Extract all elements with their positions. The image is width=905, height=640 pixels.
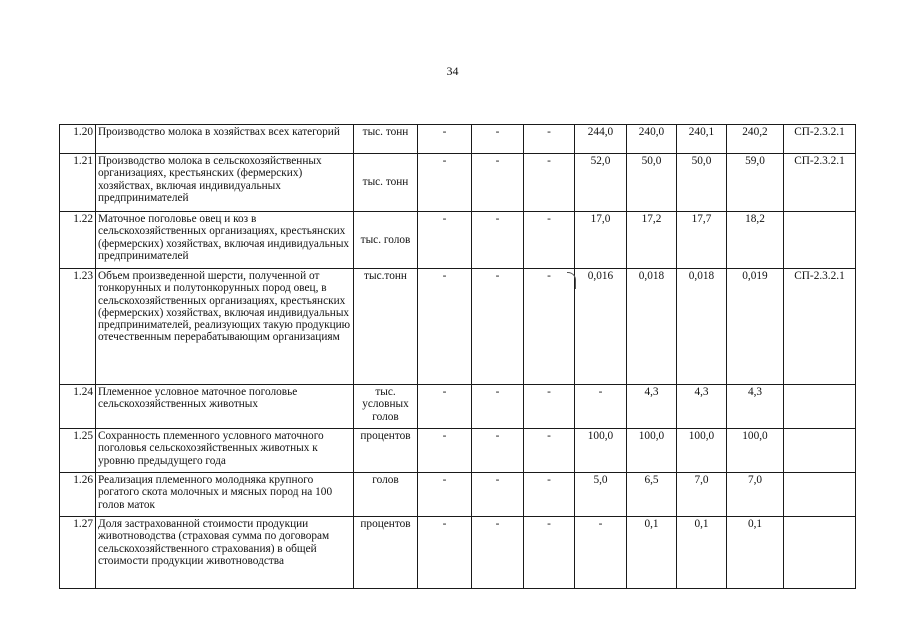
page-number: 34 — [446, 64, 459, 78]
row-number: 1.25 — [60, 429, 96, 473]
value-cell: - — [418, 429, 472, 473]
value-cell: - — [472, 473, 524, 517]
value-cell: 240,1 — [677, 125, 727, 154]
source-code — [784, 212, 856, 269]
indicator-name: Производство молока в сельскохозяйственных организациях, крестьянских (фермерских) хозяйствах, включая индивидуальных предпринимателей — [96, 154, 354, 212]
value-cell: - — [524, 212, 575, 269]
indicators-table — [59, 124, 856, 589]
unit: тыс. тонн — [354, 125, 418, 154]
value-cell: 17,7 — [677, 212, 727, 269]
unit: тыс. тонн — [354, 154, 418, 212]
indicator-name: Реализация племенного молодняка крупного рогатого скота молочных и мясных пород на 100 голов маток — [96, 473, 354, 517]
pen-mark — [567, 272, 576, 289]
value-cell: 52,0 — [575, 154, 627, 212]
value-cell: - — [418, 125, 472, 154]
value-cell: - — [418, 212, 472, 269]
value-cell: - — [418, 269, 472, 385]
source-code — [784, 429, 856, 473]
value-cell: 0,019 — [727, 269, 784, 385]
value-cell: - — [472, 269, 524, 385]
row-number: 1.27 — [60, 517, 96, 589]
unit: тыс. голов — [354, 212, 418, 269]
value-cell: - — [418, 385, 472, 429]
value-cell: 100,0 — [627, 429, 677, 473]
value-cell: 100,0 — [677, 429, 727, 473]
value-cell: 240,2 — [727, 125, 784, 154]
table-row — [60, 125, 856, 154]
value-cell: 17,0 — [575, 212, 627, 269]
value-cell: - — [524, 429, 575, 473]
value-cell: - — [418, 473, 472, 517]
unit: тыс.тонн — [354, 269, 418, 385]
value-cell: 17,2 — [627, 212, 677, 269]
value-cell: 6,5 — [627, 473, 677, 517]
unit: процентов — [354, 429, 418, 473]
value-cell: 0,018 — [627, 269, 677, 385]
value-cell: - — [418, 154, 472, 212]
value-cell: 4,3 — [727, 385, 784, 429]
value-cell: 59,0 — [727, 154, 784, 212]
value-cell: 240,0 — [627, 125, 677, 154]
indicator-name: Сохранность племенного условного маточного поголовья сельскохозяйственных животных к уровню предыдущего года — [96, 429, 354, 473]
value-cell: - — [524, 473, 575, 517]
table-row — [60, 517, 856, 589]
value-cell: - — [472, 125, 524, 154]
value-cell: 7,0 — [727, 473, 784, 517]
table-row — [60, 269, 856, 385]
row-number: 1.23 — [60, 269, 96, 385]
value-cell: 0,018 — [677, 269, 727, 385]
value-cell: 244,0 — [575, 125, 627, 154]
value-cell: 100,0 — [727, 429, 784, 473]
value-cell: - — [575, 517, 627, 589]
value-cell: 100,0 — [575, 429, 627, 473]
value-cell: 0,1 — [727, 517, 784, 589]
value-cell: 4,3 — [677, 385, 727, 429]
indicator-name: Маточное поголовье овец и коз в сельскохозяйственных организациях, крестьянских (фермерских) хозяйствах, включая индивидуальных предпринимателей — [96, 212, 354, 269]
value-cell: 5,0 — [575, 473, 627, 517]
value-cell: 4,3 — [627, 385, 677, 429]
unit: процентов — [354, 517, 418, 589]
value-cell: - — [575, 385, 627, 429]
row-number: 1.20 — [60, 125, 96, 154]
value-cell: - — [472, 154, 524, 212]
source-code: СП-2.3.2.1 — [784, 154, 856, 212]
indicator-name: Производство молока в хозяйствах всех категорий — [96, 125, 354, 154]
source-code — [784, 473, 856, 517]
value-cell: - — [524, 385, 575, 429]
row-number: 1.26 — [60, 473, 96, 517]
table-row — [60, 473, 856, 517]
table-row — [60, 154, 856, 212]
value-cell: - — [418, 517, 472, 589]
source-code: СП-2.3.2.1 — [784, 269, 856, 385]
row-number: 1.21 — [60, 154, 96, 212]
value-cell: 18,2 — [727, 212, 784, 269]
value-cell: 0,016 — [575, 269, 627, 385]
table-row — [60, 212, 856, 269]
value-cell: - — [524, 517, 575, 589]
value-cell: - — [472, 517, 524, 589]
indicator-name: Объем произведенной шерсти, полученной от тонкорунных и полутонкорунных пород овец, в сельскохозяйственных организациях, крестьянских (фермерских) хозяйствах, включая индивидуальных предпринимателей, реализующих такую продукцию отечественным перерабатывающим организациям — [96, 269, 354, 385]
unit: голов — [354, 473, 418, 517]
value-cell: - — [472, 385, 524, 429]
value-cell: 50,0 — [677, 154, 727, 212]
value-cell: - — [524, 125, 575, 154]
unit: тыс. условных голов — [354, 385, 418, 429]
value-cell: 50,0 — [627, 154, 677, 212]
indicator-name: Племенное условное маточное поголовье сельскохозяйственных животных — [96, 385, 354, 429]
indicator-name: Доля застрахованной стоимости продукции животноводства (страховая сумма по договорам сельскохозяйственного страхования) в общей стоимости продукции животноводства — [96, 517, 354, 589]
value-cell: 0,1 — [677, 517, 727, 589]
table-row — [60, 429, 856, 473]
source-code — [784, 517, 856, 589]
value-cell: - — [472, 212, 524, 269]
row-number: 1.24 — [60, 385, 96, 429]
source-code: СП-2.3.2.1 — [784, 125, 856, 154]
row-number: 1.22 — [60, 212, 96, 269]
value-cell: 0,1 — [627, 517, 677, 589]
source-code — [784, 385, 856, 429]
table-row — [60, 385, 856, 429]
value-cell: - — [524, 269, 575, 385]
value-cell: - — [524, 154, 575, 212]
value-cell: - — [472, 429, 524, 473]
value-cell: 7,0 — [677, 473, 727, 517]
